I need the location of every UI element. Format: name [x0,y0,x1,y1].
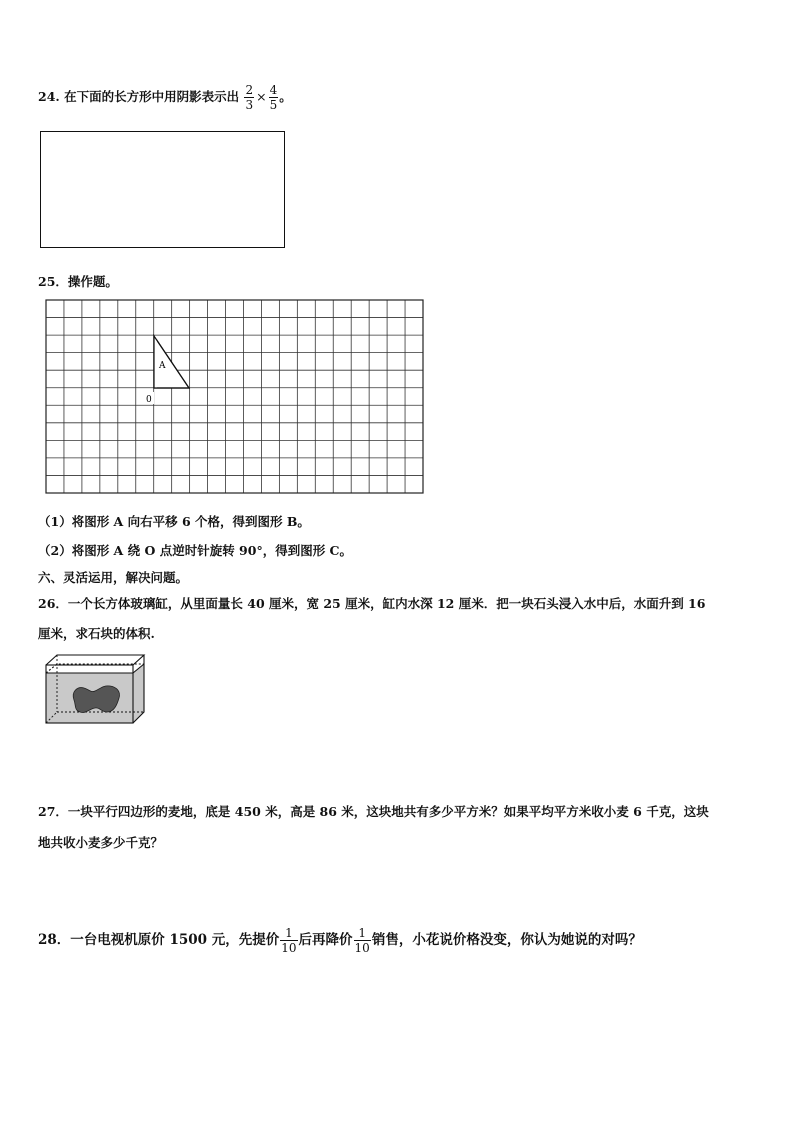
section-6-heading: 六、灵活运用，解决问题。 [38,570,189,585]
question-24 [38,84,292,111]
q27-line-2: 地共收小麦多少千克？ [38,835,164,850]
shading-rectangle[interactable] [40,131,285,248]
q25-title: 25．操作题。 [38,274,118,289]
times-sign: × [256,89,267,104]
q24-period: 。 [279,89,292,104]
q28-part-2: 后再降价 [298,932,353,948]
fraction-one-tenth-b: $\frac{1}{10}$ [354,926,370,955]
glass-tank-figure [43,652,147,728]
shape-a-label: A [159,361,166,371]
grid-lines [46,300,423,493]
grid-border [46,300,423,493]
square-grid[interactable] [45,299,425,495]
q26-line-2: 厘米，求石块的体积. [38,626,155,641]
fraction-one-tenth-a: $\frac{1}{10}$ [281,926,297,955]
q28-part-1: 28．一台电视机原价 1500 元，先提价 [38,932,280,948]
q24-text: 在下面的长方形中用阴影表示出 [64,89,240,104]
fraction-four-fifths: $\frac{4}{5}$ [269,83,278,112]
q27-line-1: 27．一块平行四边形的麦地，底是 450 米，高是 86 米，这块地共有多少平方米？如果平均平方米收小麦 6 千克，这块 [38,804,709,819]
q26-line-1: 26．一个长方体玻璃缸，从里面量长 40 厘米，宽 25 厘米，缸内水深 12 厘米．把一块石头浸入水中后，水面升到 16 [38,596,706,611]
q25-step-1: （1）将图形 A 向右平移 6 个格，得到图形 B。 [38,514,310,529]
q25-step-2: （2）将图形 A 绕 O 点逆时针旋转 90°，得到图形 C。 [38,543,352,558]
fraction-two-thirds: $\frac{2}{3}$ [245,83,254,112]
q28-part-3: 销售，小花说价格没变，你认为她说的对吗？ [371,932,642,948]
question-28 [38,927,642,954]
origin-o-label: 0 [146,395,152,405]
q24-number: 24. [38,89,60,104]
